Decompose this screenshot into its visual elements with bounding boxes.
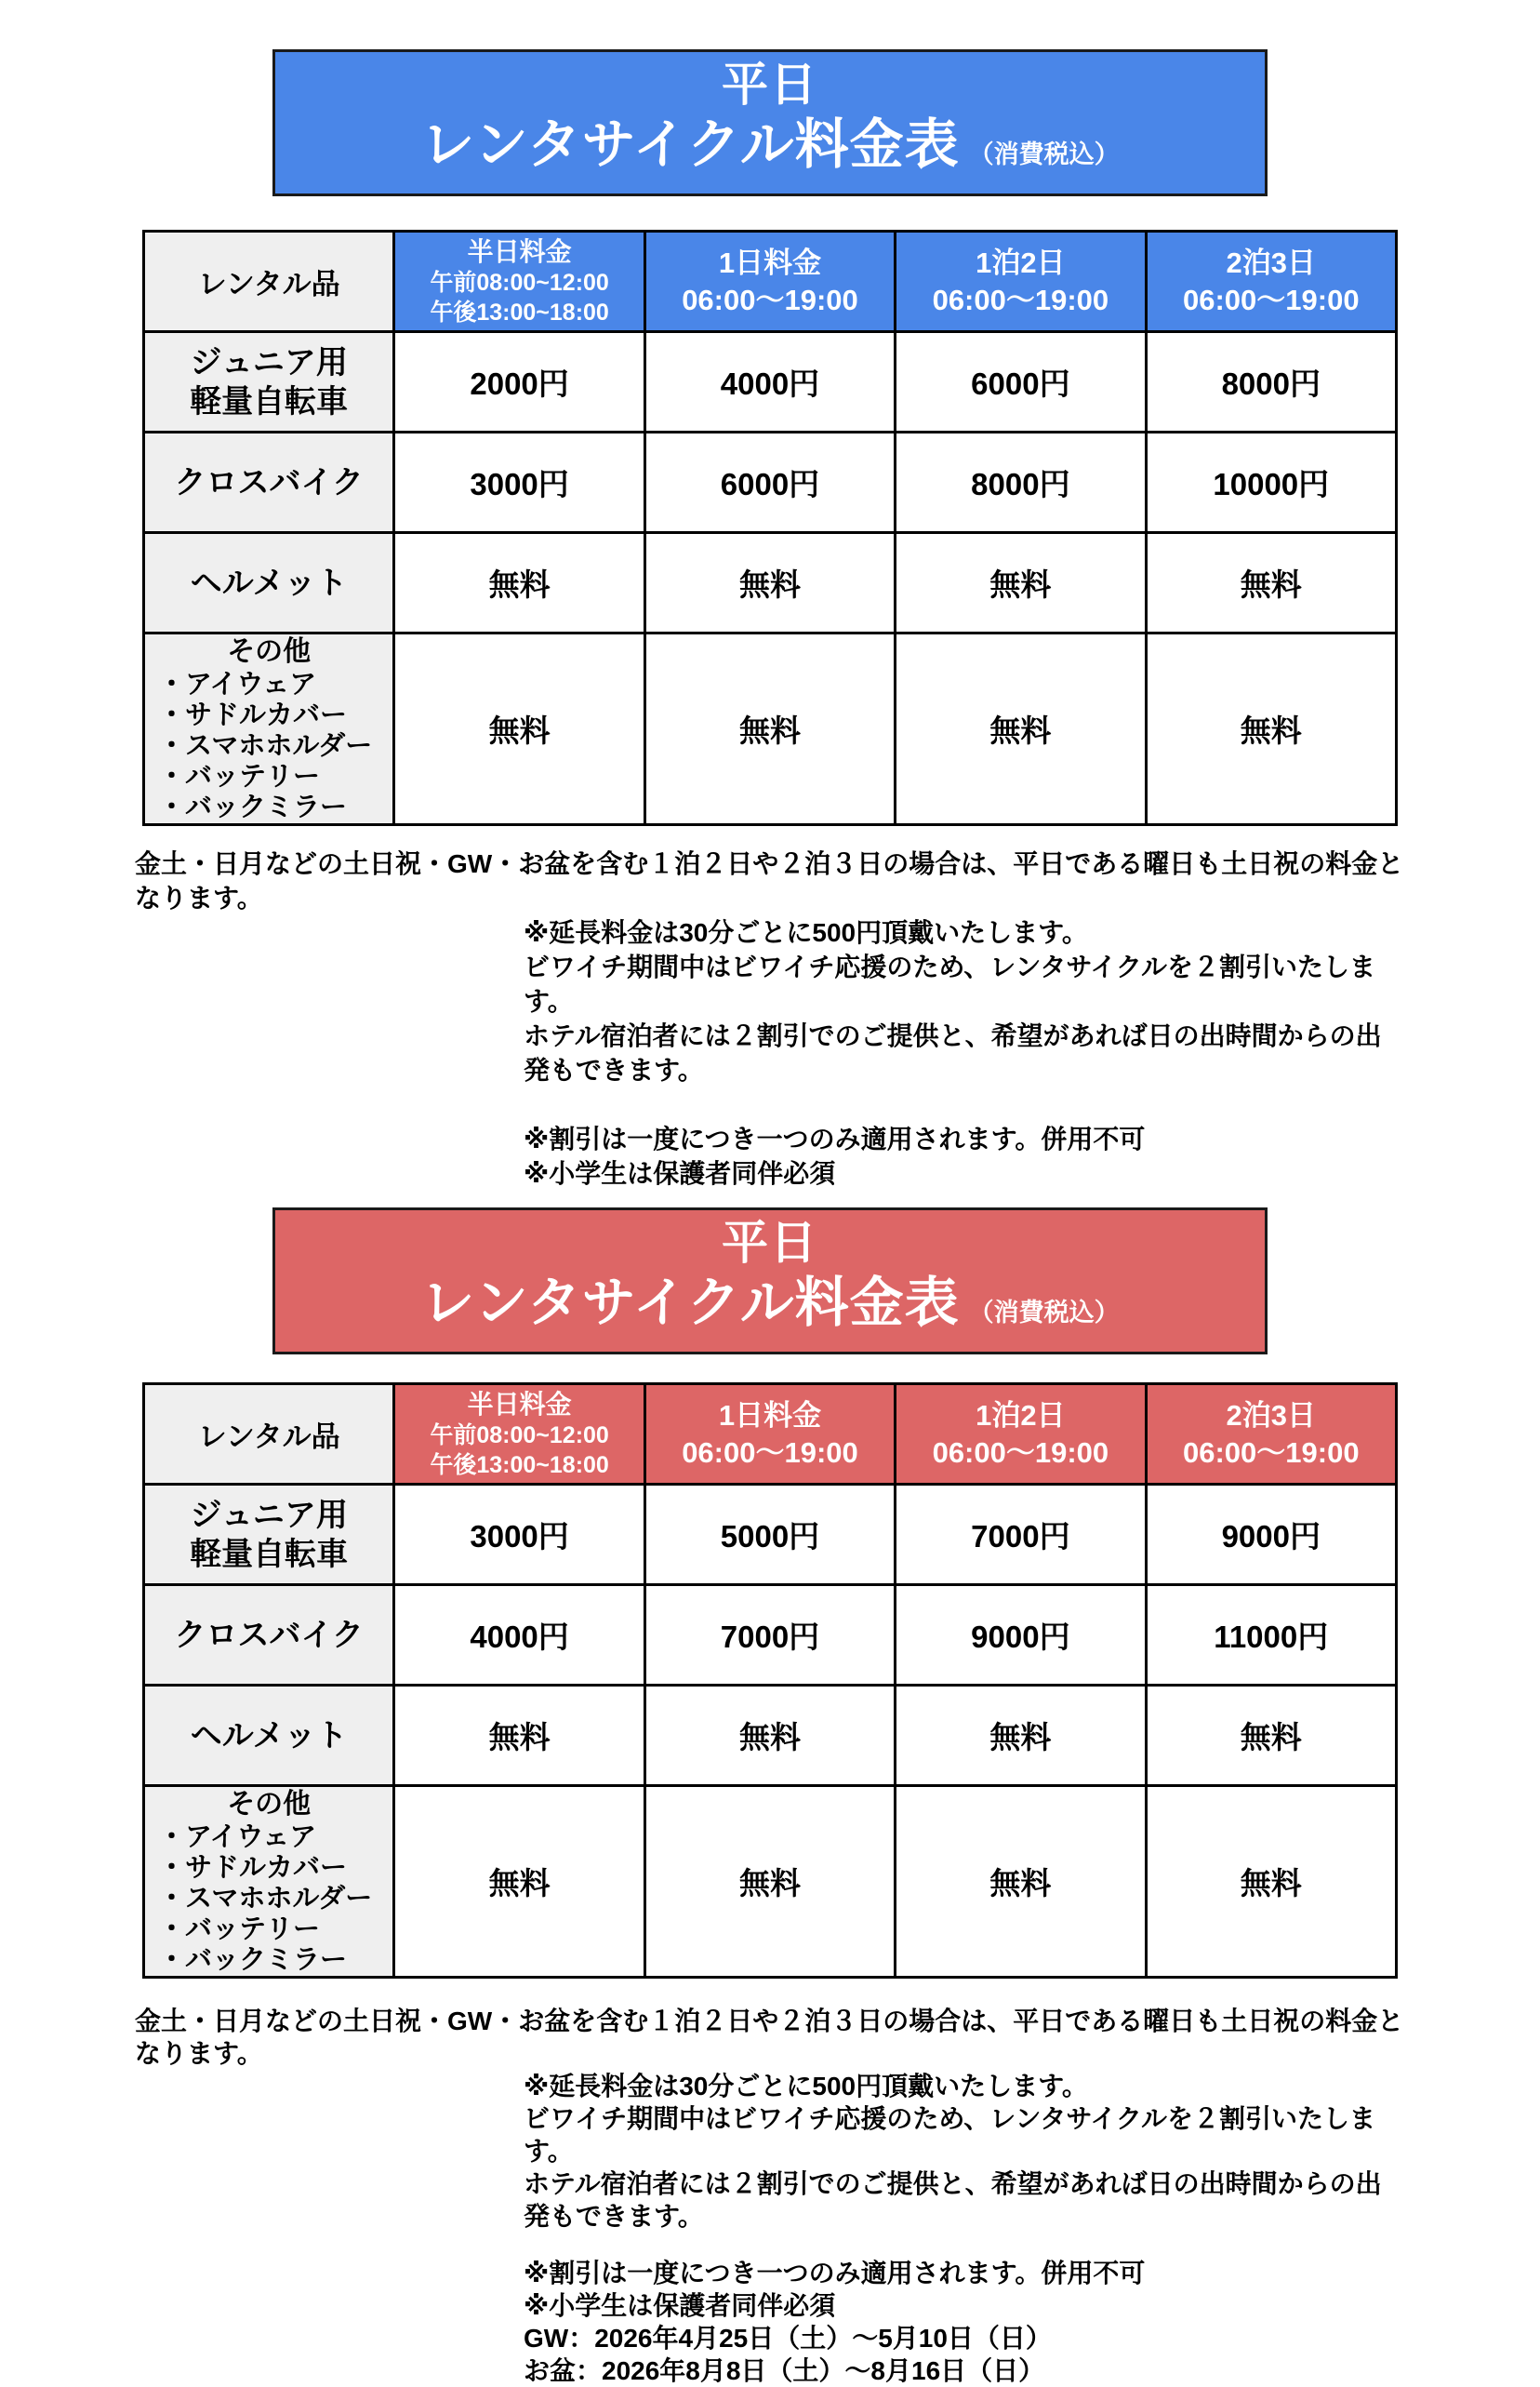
- blue-banner: [272, 49, 1268, 196]
- price-cell: 無料: [644, 1686, 895, 1786]
- col-header-2nights3days: [1146, 1384, 1396, 1485]
- row-label-other: [144, 633, 394, 825]
- table-row-other: [144, 1786, 1397, 1978]
- table-row-helmet: [144, 1686, 1397, 1786]
- col-header-sub: 午前08:00~12:00: [430, 1421, 609, 1448]
- col-header-title: 1日料金: [718, 1398, 822, 1432]
- price-cell: 10000円: [1146, 433, 1396, 533]
- other-item: ・バックミラー: [158, 1945, 348, 1975]
- notes-block-red: [135, 2005, 1405, 2387]
- col-header-sub: 06:00～19:00: [682, 1435, 858, 1469]
- note-line: ※小学生は保護者同伴必須: [524, 2291, 836, 2320]
- table-row-helmet: [144, 533, 1397, 633]
- col-header-halfday: [394, 232, 644, 332]
- table-row-cross-bike: [144, 433, 1397, 533]
- price-cell: 無料: [896, 1786, 1146, 1978]
- note-line: ※割引は一度につき一つのみ適用されます。併用不可: [524, 2259, 1146, 2287]
- header-row: [144, 232, 1397, 332]
- col-header-halfday: [394, 1384, 644, 1485]
- row-label-junior-bike: [144, 332, 394, 433]
- price-cell: 無料: [896, 1686, 1146, 1786]
- price-cell: 7000円: [644, 1585, 895, 1686]
- row-label-line: ジュニア用: [190, 344, 348, 380]
- price-cell: 無料: [394, 533, 644, 633]
- section-weekday-blue: [0, 49, 1540, 1191]
- table-row-junior-bike: [144, 332, 1397, 433]
- price-cell: 無料: [896, 533, 1146, 633]
- row-label-line: その他: [227, 636, 312, 667]
- table-row-cross-bike: [144, 1585, 1397, 1686]
- price-cell: 8000円: [1146, 332, 1396, 433]
- col-header-title: 半日料金: [467, 1389, 572, 1419]
- col-header-sub: 06:00～19:00: [682, 283, 858, 316]
- price-cell: 無料: [1146, 533, 1396, 633]
- section-weekday-red: [0, 1207, 1540, 2387]
- price-cell: 9000円: [1146, 1485, 1396, 1585]
- table-row-other: [144, 633, 1397, 825]
- banner-title-text: レンタサイクル料金表: [420, 114, 960, 175]
- col-header-1night2days: [896, 1384, 1146, 1485]
- other-item: ・アイウェア: [158, 670, 317, 700]
- note-line: ※小学生は保護者同伴必須: [524, 1159, 836, 1188]
- col-header-2nights3days: [1146, 232, 1396, 332]
- row-label-line: ジュニア用: [190, 1497, 348, 1533]
- other-item: ・アイウェア: [158, 1822, 317, 1852]
- price-cell: 無料: [644, 533, 895, 633]
- col-header-sub: 午後13:00~18:00: [430, 299, 609, 326]
- col-header-title: 2泊3日: [1226, 246, 1317, 279]
- note-line: ホテル宿泊者には２割引でのご提供と、希望があれば日の出時間からの出発もできます。: [524, 1021, 1382, 1085]
- col-header-1night2days: [896, 232, 1146, 332]
- other-item: ・バックミラー: [158, 793, 348, 822]
- price-cell: 6000円: [896, 332, 1146, 433]
- note-line: ビワイチ期間中はビワイチ応援のため、レンタサイクルを２割引いたします。: [524, 2104, 1376, 2166]
- price-cell: 5000円: [644, 1485, 895, 1585]
- corner-cell-rental-items: [144, 232, 394, 332]
- col-header-title: 2泊3日: [1226, 1398, 1317, 1432]
- banner-title-text: レンタサイクル料金表: [420, 1273, 960, 1333]
- rate-table-red: [142, 1382, 1398, 1979]
- row-label-line: 軽量自転車: [190, 383, 349, 420]
- banner-title-line2: [275, 113, 1265, 187]
- note-line-gw: GW：2026年4月25日（土）～5月10日（日）: [524, 2324, 1052, 2353]
- banner-title-line2: [275, 1271, 1265, 1345]
- price-cell: 無料: [1146, 1786, 1396, 1978]
- price-cell: 2000円: [394, 332, 644, 433]
- note-line: 金土・日月などの土日祝・GW・お盆を含む１泊２日や２泊３日の場合は、平日である曜日も土日祝の料金となります。: [135, 2007, 1404, 2068]
- note-line: 金土・日月などの土日祝・GW・お盆を含む１泊２日や２泊３日の場合は、平日である曜日も土日祝の料金となります。: [135, 849, 1404, 913]
- row-label-line: クロスバイク: [174, 464, 364, 500]
- other-item: ・バッテリー: [158, 1914, 321, 1944]
- price-cell: 6000円: [644, 433, 895, 533]
- price-cell: 3000円: [394, 433, 644, 533]
- price-cell: 無料: [1146, 633, 1396, 825]
- row-label-helmet: [144, 533, 394, 633]
- red-banner: [272, 1207, 1268, 1354]
- row-label-line: 軽量自転車: [190, 1536, 349, 1572]
- col-header-1day: [644, 1384, 895, 1485]
- row-label-line: ヘルメット: [190, 1717, 348, 1754]
- table-row-junior-bike: [144, 1485, 1397, 1585]
- price-cell: 無料: [394, 1686, 644, 1786]
- row-label-other: [144, 1786, 394, 1978]
- rental-price-poster: [0, 49, 1540, 2385]
- note-line: ※延長料金は30分ごとに500円頂戴いたします。: [524, 2072, 1088, 2100]
- col-header-sub: 06:00～19:00: [1182, 1435, 1360, 1469]
- note-line: ※延長料金は30分ごとに500円頂戴いたします。: [524, 918, 1088, 947]
- note-line: ※割引は一度につき一つのみ適用されます。併用不可: [524, 1125, 1146, 1153]
- banner-title-line1: 平日: [722, 59, 818, 111]
- header-row: [144, 1384, 1397, 1485]
- other-item: ・バッテリー: [158, 762, 321, 792]
- note-line: ビワイチ期間中はビワイチ応援のため、レンタサイクルを２割引いたします。: [524, 953, 1376, 1016]
- banner-tax-note: （消費税込）: [968, 1299, 1120, 1327]
- corner-cell-rental-items: [144, 1384, 394, 1485]
- rate-table-blue: [142, 230, 1398, 826]
- note-line: ホテル宿泊者には２割引でのご提供と、希望があれば日の出時間からの出発もできます。: [524, 2169, 1382, 2231]
- col-header-sub: 06:00～19:00: [932, 283, 1109, 316]
- row-label-cross-bike: [144, 433, 394, 533]
- row-label-helmet: [144, 1686, 394, 1786]
- row-label-line: ヘルメット: [190, 565, 348, 601]
- other-item: ・サドルカバー: [158, 1853, 348, 1883]
- price-cell: 無料: [1146, 1686, 1396, 1786]
- price-cell: 7000円: [896, 1485, 1146, 1585]
- col-header-sub: 午前08:00~12:00: [430, 269, 609, 296]
- row-label-junior-bike: [144, 1485, 394, 1585]
- note-line-obon: お盆：2026年8月8日（土）～8月16日（日）: [524, 2356, 1045, 2385]
- row-label-line: その他: [227, 1789, 312, 1820]
- corner-label: レンタル品: [197, 1420, 340, 1453]
- other-item: ・スマホホルダー: [158, 1884, 373, 1914]
- corner-label: レンタル品: [197, 268, 340, 300]
- other-item: ・サドルカバー: [158, 700, 348, 730]
- price-cell: 9000円: [896, 1585, 1146, 1686]
- col-header-title: 1泊2日: [976, 246, 1066, 279]
- price-cell: 無料: [394, 633, 644, 825]
- notes-block-blue: [135, 847, 1405, 1191]
- col-header-title: 1泊2日: [976, 1398, 1066, 1432]
- price-cell: 無料: [644, 1786, 895, 1978]
- col-header-title: 半日料金: [467, 236, 572, 266]
- price-cell: 4000円: [644, 332, 895, 433]
- col-header-sub: 午後13:00~18:00: [430, 1451, 609, 1478]
- row-label-cross-bike: [144, 1585, 394, 1686]
- banner-title-line1: 平日: [722, 1217, 818, 1269]
- price-cell: 無料: [644, 633, 895, 825]
- col-header-sub: 06:00～19:00: [1182, 283, 1360, 316]
- banner-tax-note: （消費税込）: [968, 140, 1120, 168]
- price-cell: 無料: [394, 1786, 644, 1978]
- price-cell: 11000円: [1146, 1585, 1396, 1686]
- col-header-title: 1日料金: [718, 246, 822, 279]
- price-cell: 8000円: [896, 433, 1146, 533]
- col-header-sub: 06:00～19:00: [932, 1435, 1109, 1469]
- price-cell: 4000円: [394, 1585, 644, 1686]
- other-item: ・スマホホルダー: [158, 731, 373, 761]
- row-label-line: クロスバイク: [174, 1617, 364, 1653]
- price-cell: 3000円: [394, 1485, 644, 1585]
- price-cell: 無料: [896, 633, 1146, 825]
- col-header-1day: [644, 232, 895, 332]
